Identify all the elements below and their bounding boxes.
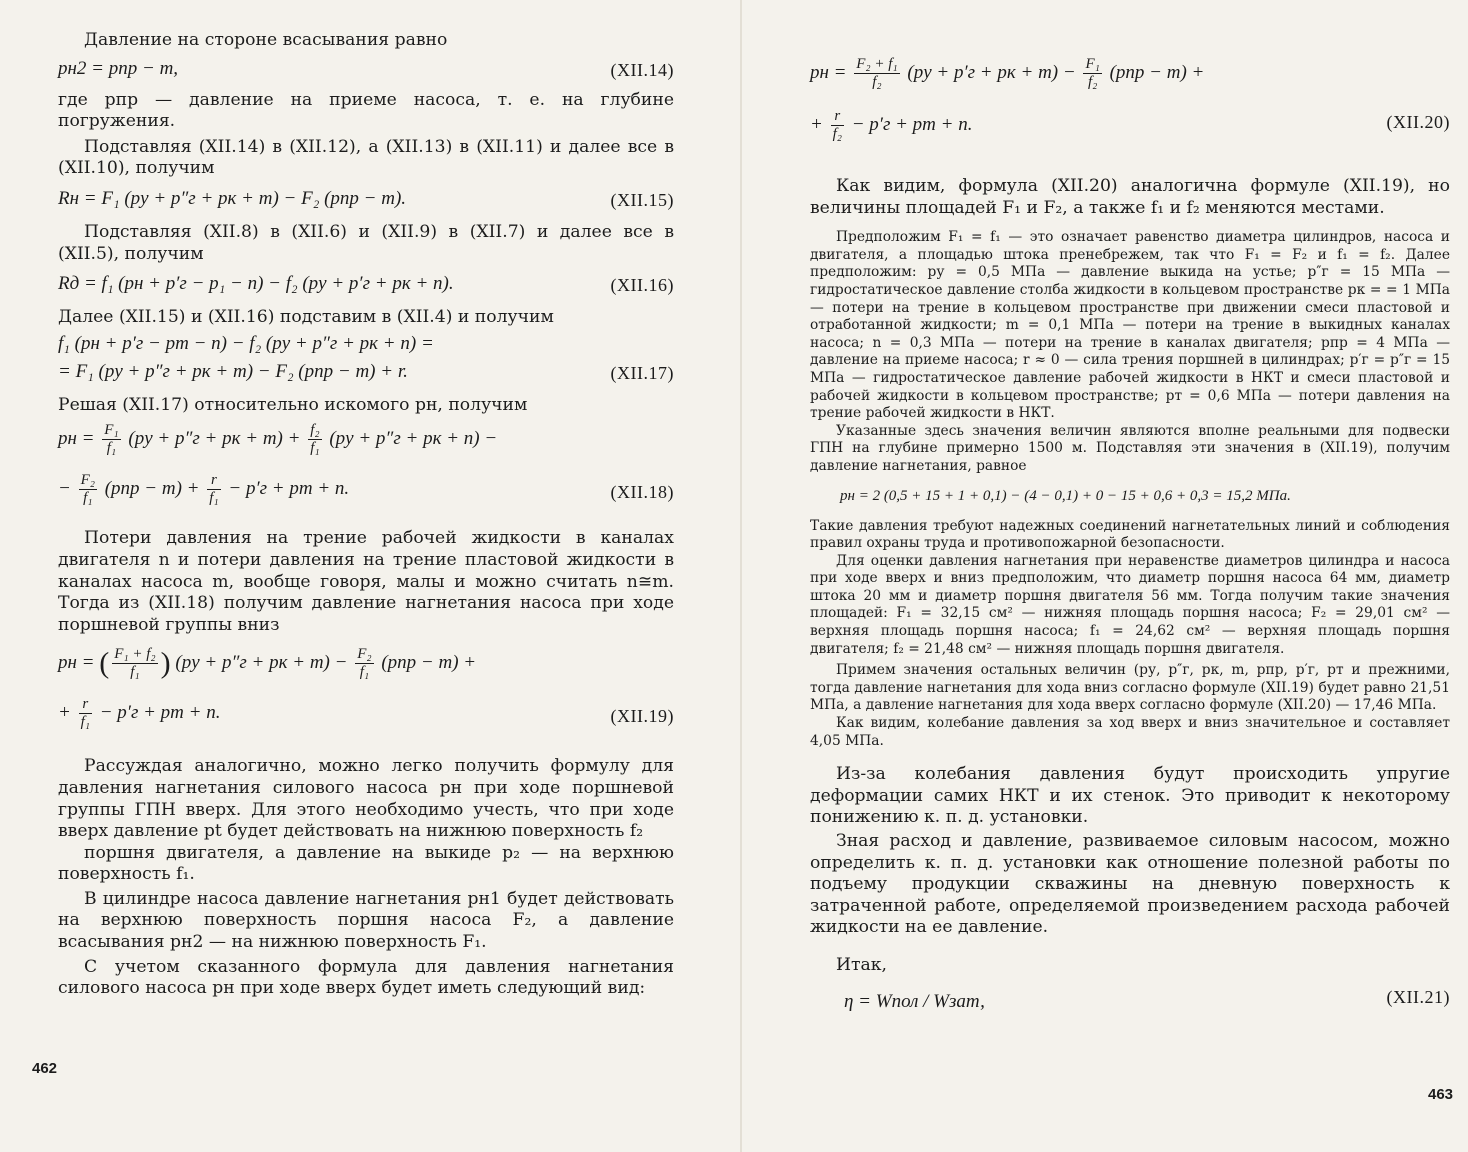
paragraph: Потери давления на трение рабочей жидкости в каналах двигателя n и потери давления на трение пластовой жидкости в каналах насоса m, вообще говоря, малы и можно считать n≅m. Тогда из (XII.18) получим давление нагнетания насоса при ходе поршневой группы вниз (58, 528, 674, 635)
paragraph: Зная расход и давление, развиваемое силовым насосом, можно определить к. п. д. установки как отношение полезной работы по подъему продукции скважины на дневную поверхность к затраченной работе, определяемой произведением расхода рабочей жидкости на ее давление. (810, 831, 1450, 938)
equation-xii-16 (58, 265, 674, 303)
equation-number: (XII.18) (610, 482, 674, 503)
equation-text: pн = (810, 61, 847, 83)
fraction: $\frac{\text{F₂}}{\text{f₁}}$ (357, 646, 372, 681)
equation-number: (XII.20) (1386, 112, 1450, 132)
equation-number: (XII.21) (1386, 986, 1450, 1007)
equation-text: − (58, 478, 71, 500)
equation-number: (XII.14) (610, 59, 674, 80)
small-paragraph: Такие давления требуют надежных соединений нагнетательных линий и соблюдения правил охраны труда и противопожарной безопасности. (810, 517, 1450, 552)
page-number: 462 (32, 1060, 58, 1077)
equation-text: pн = (58, 428, 95, 450)
equation-text: (pпр − m) + (1109, 61, 1205, 83)
fraction: $\frac{\text{F₁}}{\text{f₂}}$ (1085, 56, 1100, 90)
paragraph: Из-за колебания давления будут происходить упругие деформации самих НКТ и их стенок. Это приводит к некоторому понижению к. п. д. установки. (810, 764, 1450, 828)
equation-xii-18-line1 (58, 416, 674, 468)
equation-text: (pу + p′г + pк + m) − (907, 61, 1076, 83)
equation-formula: Rн = F₁ (pу + p″г + pк + m) − F₂ (pпр − m). (58, 187, 407, 209)
paragraph: С учетом сказанного формула для давления нагнетания силового насоса pн при ходе вверх будет иметь следующий вид: (58, 956, 674, 999)
equation-xii-19-line1: pн = ( $\frac{\text{F₁ + f₂}}{\text{f₁}}$ ) (pу + p″г + pк + m) − $\frac{\text{F₂}}{\text{f₁}}$ (pпр − m) + (58, 646, 477, 681)
page-gutter (740, 0, 742, 1152)
equation-text: − p′г + pт + n. (99, 702, 221, 724)
paragraph: Как видим, формула (XII.20) аналогична формуле (XII.19), но величины площадей F₁ и F₂, а также f₁ и f₂ меняются местами. (810, 176, 1450, 218)
equation-xii-20-line1 (810, 56, 1450, 108)
equation-xii-20-line2 (810, 108, 1450, 160)
equation-xii-19-line2 (58, 694, 674, 746)
equation-text: pн = (58, 652, 95, 674)
paragraph: Подставляя (XII.14) в (XII.12), а (XII.13) в (XII.11) и далее все в (XII.10), получим (58, 136, 674, 179)
small-paragraph: Указанные здесь значения величин являются вполне реальными для подвески ГПН на глубине примерно 1500 м. Подставляя эти значения в (XII.19), получим давление нагнетания, равное (810, 422, 1450, 474)
small-paragraph: Как видим, колебание давления за ход вверх и вниз значительное и составляет 4,05 МПа. (810, 715, 1450, 749)
fraction: $\frac{r}{\text{f₁}}$ (209, 472, 219, 507)
fraction: $\frac{\text{F₂ + f₁}}{\text{f₂}}$ (856, 56, 898, 90)
equation-formula: = F₁ (pу + p″г + pк + m) − F₂ (pпр − m) + r. (58, 360, 408, 382)
equation-text: (pпр − m) + (104, 478, 200, 500)
equation-xii-18-line2 (58, 468, 674, 520)
fraction: $\frac{\text{F₂}}{\text{f₁}}$ (80, 472, 95, 507)
equation-xii-14 (58, 52, 674, 90)
paragraph: Давление на стороне всасывания равно (84, 30, 448, 50)
equation-formula: pн2 = pпр − m, (58, 57, 179, 79)
equation-number: (XII.17) (610, 362, 674, 383)
paragraph: где pпр — давление на приеме насоса, т. е. на глубине погружения. (58, 89, 674, 132)
equation-formula: f₁ (pн + p′г − pт − n) − f₂ (pу + p″г + pк + n) = (58, 332, 434, 354)
equation-text: (pу + p″г + pк + n) − (329, 428, 498, 450)
equation-text: + (810, 113, 823, 135)
equation-xii-17-line1 (58, 329, 674, 357)
equation-text: (pпр − m) + (381, 652, 477, 674)
equation-value (810, 476, 1450, 516)
equation-text: (pу + p″г + pк + m) + (128, 428, 301, 450)
equation-formula: pн = 2 (0,5 + 15 + 1 + 0,1) − (4 − 0,1) + 0 − 15 + 0,6 + 0,3 = 15,2 МПа. (840, 487, 1291, 504)
small-paragraph: Примем значения остальных величин (pу, p″г, pк, m, pпр, p′г, pт и прежними, тогда давление нагнетания для хода вниз согласно формуле (XII.19) будет равно 21,51 МПа, а давление нагнетания для хода вверх согласно формуле (XII.20) — 17,46 МПа. (810, 662, 1450, 714)
fraction: $\frac{\text{F₁ + f₂}}{\text{f₁}}$ (114, 646, 156, 681)
equation-xii-17-line2 (58, 357, 674, 391)
small-paragraph: Для оценки давления нагнетания при неравенстве диаметров цилиндра и насоса при ходе вверх и вниз предположим, что диаметр поршня насоса 64 мм, диаметр штока 20 мм и диаметр поршня двигателя 56 мм. Тогда получим такие значения площадей: F₁ = 32,15 см² — нижняя площадь поршня насоса; F₂ = 29,01 см² — верхняя площадь поршня насоса; f₁ = 24,62 см² — верхняя площадь поршня двигателя; f₂ = 21,48 см² — нижняя площадь поршня двигателя. (810, 552, 1450, 657)
paragraph: Рассуждая аналогично, можно легко получить формулу для давления нагнетания силового насоса pн при ходе поршневой группы ГПН вверх. Для этого необходимо учесть, что при ходе вверх давление pt будет действовать на нижнюю поверхность f₂ (58, 756, 674, 842)
equation-number: (XII.16) (610, 275, 674, 296)
fraction: $\frac{\text{F₁}}{\text{f₁}}$ (104, 422, 119, 457)
equation-text: + (58, 702, 71, 724)
equation-number: (XII.19) (610, 706, 674, 727)
page-right (810, 56, 1450, 1019)
equation-formula: Rд = f₁ (pн + p′г − p₁ − n) − f₂ (pу + p′г + pк + n). (58, 273, 454, 295)
fraction: $\frac{r}{\text{f₂}}$ (832, 108, 842, 142)
page-left (58, 30, 674, 1000)
equation-text: − p′г + pт + n. (851, 113, 973, 135)
equation-xii-21 (810, 983, 1450, 1019)
page-number: 463 (1428, 1086, 1454, 1103)
paragraph: Подставляя (XII.8) в (XII.6) и (XII.9) в (XII.7) и далее все в (XII.5), получим (58, 221, 674, 264)
paragraph: поршня двигателя, а давление на выкиде p₂ — на верхнюю поверхность f₁. (58, 842, 674, 885)
equation-number: (XII.15) (610, 189, 674, 210)
equation-text: − p′г + pт + n. (228, 478, 350, 500)
small-paragraph: Предположим F₁ = f₁ — это означает равенство диаметра цилиндров, насоса и двигателя, а площадью штока пренебрежем, так что F₁ = F₂ и f₁ = f₂. Далее предположим: pу = 0,5 МПа — давление выкида на устье; p″г = 15 МПа — гидростатическое давление столба жидкости в кольцевом пространстве pк = = 1 МПа — потери на трение в кольцевом пространстве при движении смеси пластовой и отработанной жидкости; m = 0,1 МПа — потери на трение в выкидных каналах насоса; n = 0,3 МПа — потери на трение в каналах двигателя; pпр = 4 МПа — давление на приеме насоса; r ≈ 0 — сила трения поршней в цилиндрах; p′г = p″г = 15 МПа — гидростатическое давление рабочей жидкости в НКТ и смеси пластовой и рабочей жидкости в кольцевом пространстве; pт = 0,6 МПа — потери давления на трение рабочей жидкости в НКТ. (810, 229, 1450, 422)
paragraph: В цилиндре насоса давление нагнетания pн1 будет действовать на верхнюю поверхность поршня насоса F₂, а давление всасывания pн2 — на нижнюю поверхность F₁. (58, 888, 674, 953)
fraction: $\frac{\text{f₂}}{\text{f₁}}$ (310, 422, 320, 457)
equation-formula: η = Wпол / Wзат, (844, 990, 985, 1012)
paragraph: Решая (XII.17) относительно искомого pн, получим (58, 394, 528, 415)
paragraph: Итак, (836, 954, 887, 975)
paragraph: Далее (XII.15) и (XII.16) подставим в (XII.4) и получим (58, 307, 554, 328)
fraction: $\frac{r}{\text{f₁}}$ (80, 696, 90, 731)
equation-xii-15 (58, 180, 674, 218)
equation-text: (pу + p″г + pк + m) − (175, 652, 348, 674)
